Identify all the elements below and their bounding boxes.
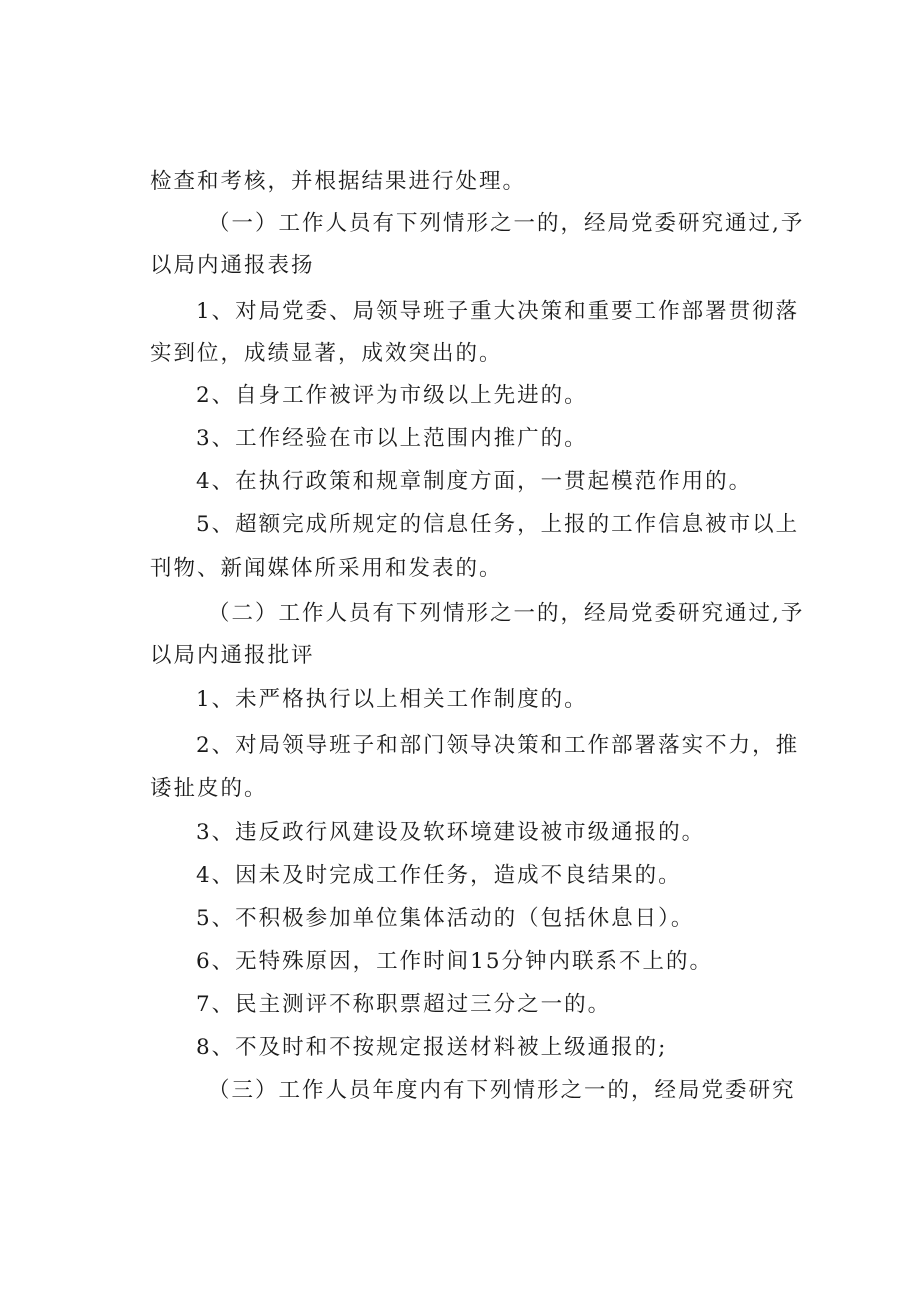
list-item: 5、不积极参加单位集体活动的（包括休息日）。 [196,906,695,931]
list-item: 5、超额完成所规定的信息任务，上报的工作信息被市以上 [196,512,800,537]
section-heading-1: （一）工作人员有下列情形之一的，经局党委研究通过,予 [208,211,805,236]
list-item: 8、不及时和不按规定报送材料被上级通报的; [196,1035,668,1060]
paragraph-line: 检查和考核，并根据结果进行处理。 [150,169,527,194]
section-heading-3: （三）工作人员年度内有下列情形之一的，经局党委研究 [208,1078,796,1103]
section-heading-1-cont: 以局内通报表扬 [150,253,315,278]
list-item: 7、民主测评不称职票超过三分之一的。 [196,992,612,1017]
list-item: 4、因未及时完成工作任务，造成不良结果的。 [196,863,682,888]
list-item: 4、在执行政策和规章制度方面，一贯起模范作用的。 [196,469,753,494]
list-item: 1、未严格执行以上相关工作制度的。 [196,687,588,712]
list-item: 3、违反政行风建设及软环境建设被市级通报的。 [196,820,706,845]
list-item: 2、自身工作被评为市级以上先进的。 [196,383,588,408]
section-heading-2-cont: 以局内通报批评 [150,643,315,668]
list-item-cont: 刊物、新闻媒体所采用和发表的。 [150,556,503,581]
list-item: 6、无特殊原因，工作时间15分钟内联系不上的。 [196,949,714,974]
list-item-cont: 诿扯皮的。 [150,776,268,801]
list-item-cont: 实到位，成绩显著，成效突出的。 [150,341,503,366]
list-item: 3、工作经验在市以上范围内推广的。 [196,426,588,451]
list-item: 2、对局领导班子和部门领导决策和工作部署落实不力，推 [196,733,800,758]
section-heading-2: （二）工作人员有下列情形之一的，经局党委研究通过,予 [208,601,805,626]
list-item: 1、对局党委、局领导班子重大决策和重要工作部署贯彻落 [196,299,800,324]
